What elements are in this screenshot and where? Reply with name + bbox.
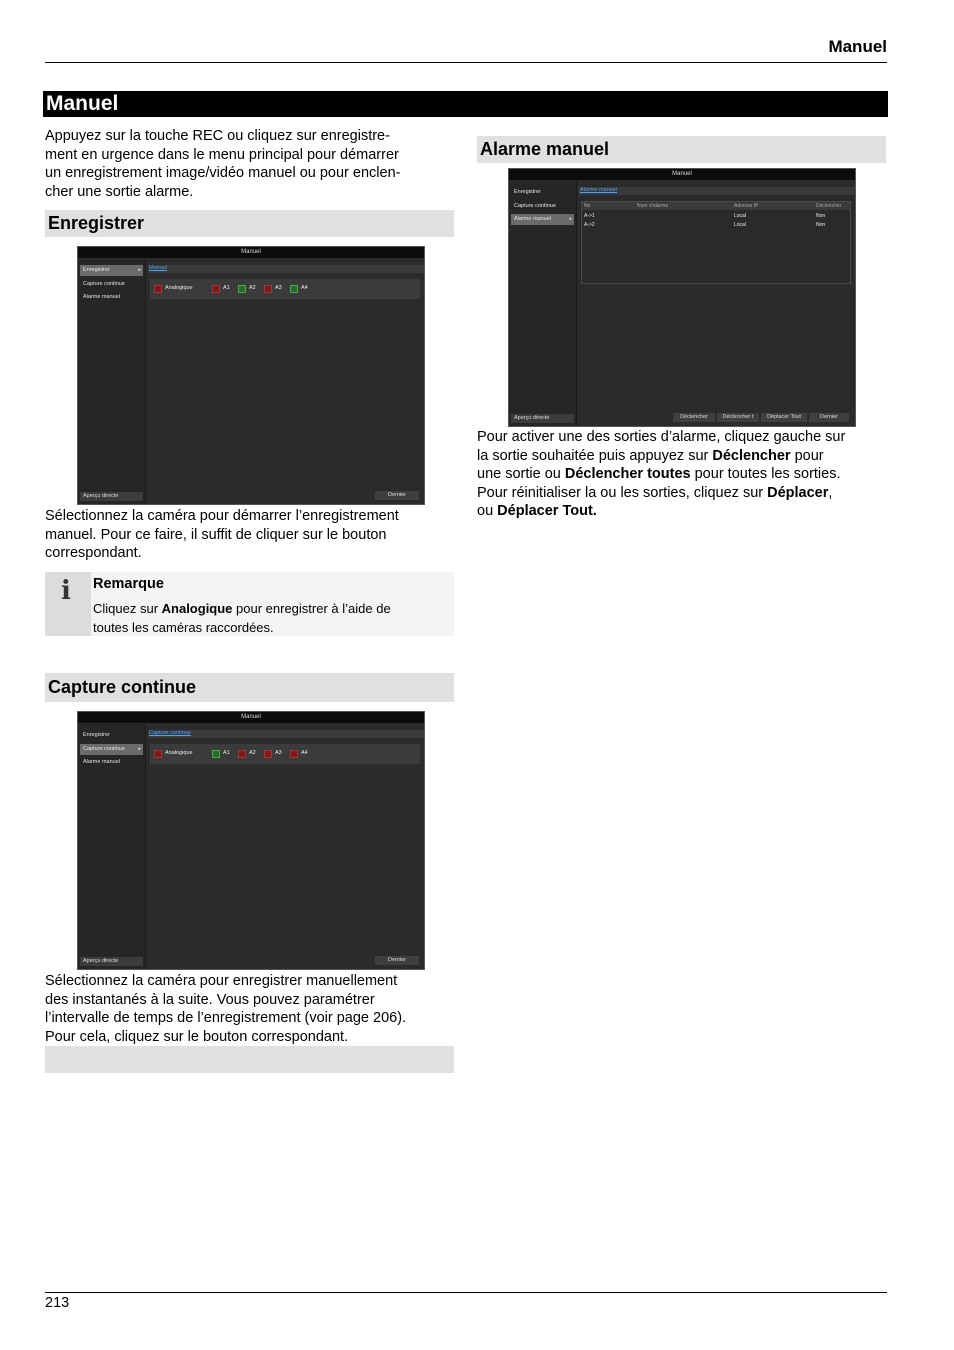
alarm-cell: A->1: [584, 213, 595, 219]
running-header-title: Manuel: [828, 37, 887, 56]
alarme-line: Pour activer une des sorties d’alarme, cliquez gauche sur: [477, 429, 846, 445]
camera-label-a4: A4: [301, 750, 308, 756]
dvr-window-title: Manuel: [509, 169, 855, 180]
dvr-preview-button[interactable]: Aperçu directe: [511, 414, 574, 423]
checkbox-analogique[interactable]: [154, 285, 162, 293]
camera-label-analogique: Analogique: [165, 750, 193, 756]
dvr-menu-item-enregistrer[interactable]: Enregistrer: [83, 732, 110, 738]
dvr-menu-item-capture[interactable]: Capture continue: [514, 203, 556, 209]
alarme-emphasis: Déclencher: [712, 447, 791, 464]
alarm-cell: Local: [734, 213, 746, 219]
dvr-back-button[interactable]: Dernier: [375, 491, 419, 500]
dvr-menu-item-alarme[interactable]: Alarme manuel: [83, 294, 120, 300]
dvr-tab[interactable]: Manuel: [149, 265, 168, 271]
column-header-trigger: Déclencher: [816, 203, 842, 209]
trigger-all-button[interactable]: Déclencher t: [717, 413, 759, 422]
dvr-camera-row: [150, 279, 420, 299]
capture-line: Pour cela, cliquez sur le bouton correspondant.: [45, 1028, 349, 1045]
section-title-enregistrer: Enregistrer: [45, 210, 454, 237]
camera-label-a3: A3: [275, 750, 282, 756]
dvr-screenshot-capture: [77, 711, 425, 970]
alarme-text: la sortie souhaitée puis appuyez sur: [477, 447, 713, 464]
alarm-cell: Local: [734, 222, 746, 228]
dvr-tab-strip: [579, 187, 855, 195]
camera-label-a2: A2: [249, 285, 256, 291]
checkbox-a2[interactable]: [238, 285, 246, 293]
dvr-tab[interactable]: Capture continue: [149, 730, 191, 736]
alarme-emphasis: Déplacer Tout.: [497, 503, 597, 519]
capture-line: des instantanés à la suite. Vous pouvez paramétrer: [45, 991, 375, 1008]
column-header-no: No: [584, 203, 591, 209]
capture-paragraph: [45, 972, 406, 1046]
dvr-preview-button[interactable]: Aperçu directe: [80, 957, 143, 966]
alarme-text: ,: [828, 484, 833, 501]
dvr-menu-item-capture[interactable]: Capture continue: [83, 281, 125, 287]
checkbox-a3[interactable]: [264, 285, 272, 293]
note-title: Remarque: [93, 576, 164, 592]
dvr-menu-item-enregistrer[interactable]: Enregistrer: [514, 189, 541, 195]
dvr-screenshot-enregistrer: [77, 246, 425, 505]
enregistrer-paragraph: [45, 507, 399, 563]
note-text: toutes les caméras raccordées.: [93, 619, 274, 635]
alarm-table-header: [582, 202, 850, 210]
empty-section-bar: [45, 1046, 454, 1073]
alarme-text: pour: [790, 447, 824, 464]
capture-line: l’intervalle de temps de l’enregistrement (voir page 206).: [45, 1010, 407, 1026]
checkbox-a4[interactable]: [290, 285, 298, 293]
camera-label-a2: A2: [249, 750, 256, 756]
alarm-cell: Non: [816, 222, 826, 228]
dvr-camera-row: [150, 744, 420, 764]
intro-line: Appuyez sur la touche REC ou cliquez sur enregistre-: [45, 128, 390, 144]
enregistrer-line: Sélectionnez la caméra pour démarrer l’enregistrement: [45, 508, 399, 524]
dvr-menu-item-alarme[interactable]: Alarme manuel: [83, 759, 120, 765]
dvr-preview-button[interactable]: Aperçu directe: [80, 492, 143, 501]
camera-label-a1: A1: [223, 750, 230, 756]
intro-line: ment en urgence dans le menu principal pour démarrer: [45, 146, 399, 163]
checkbox-a2[interactable]: [238, 750, 246, 758]
dvr-tab-strip: [148, 265, 424, 273]
dvr-sidebar: [509, 181, 577, 426]
dvr-back-button[interactable]: Dernier: [809, 413, 849, 422]
enregistrer-line: manuel. Pour ce faire, il suffit de cliquer sur le bouton: [45, 526, 387, 543]
page-number: 213: [45, 1295, 70, 1311]
note-icon-column: [45, 572, 91, 636]
dvr-window-title: Manuel: [78, 247, 424, 258]
dvr-screenshot-alarme: [508, 168, 856, 427]
note-text: pour enregistrer à l’aide de: [232, 601, 391, 616]
info-icon: i: [61, 576, 71, 606]
dvr-back-button[interactable]: Dernier: [375, 956, 419, 965]
checkbox-analogique[interactable]: [154, 750, 162, 758]
checkbox-a1[interactable]: [212, 750, 220, 758]
dvr-menu-item-capture[interactable]: Capture continue ▸: [80, 744, 143, 755]
table-row[interactable]: [582, 212, 850, 221]
dvr-tab[interactable]: Alarme manuel: [580, 187, 617, 193]
dvr-window-title: Manuel: [78, 712, 424, 723]
table-row[interactable]: [582, 221, 850, 230]
column-header-ip: Adresse IP: [734, 203, 759, 209]
alarm-cell: A->2: [584, 222, 595, 228]
note-text: Cliquez sur: [93, 601, 162, 616]
intro-paragraph: [45, 127, 400, 201]
main-section-title: Manuel: [43, 91, 888, 117]
footer-rule: [45, 1292, 887, 1293]
alarm-table: [581, 201, 851, 284]
section-title-alarme: Alarme manuel: [477, 136, 886, 163]
alarme-text: Pour réinitialiser la ou les sorties, cliquez sur: [477, 484, 768, 501]
alarme-text: une sortie ou: [477, 466, 565, 482]
camera-label-a1: A1: [223, 285, 230, 291]
checkbox-a3[interactable]: [264, 750, 272, 758]
alarme-text: ou: [477, 503, 498, 519]
note-box: [45, 572, 454, 636]
camera-label-a4: A4: [301, 285, 308, 291]
alarme-emphasis: Déclencher toutes: [564, 466, 691, 482]
trigger-button[interactable]: Déclencher: [673, 413, 715, 422]
intro-line: cher une sortie alarme.: [45, 183, 194, 200]
dvr-menu-item-enregistrer[interactable]: Enregistrer ▸: [80, 265, 143, 276]
dvr-sidebar: [78, 724, 146, 969]
header-rule: [45, 62, 887, 63]
dvr-sidebar: [78, 259, 146, 504]
dvr-menu-item-alarme[interactable]: Alarme manuel ▸: [511, 214, 574, 225]
intro-line: un enregistrement image/vidéo manuel ou pour enclen-: [45, 165, 401, 181]
checkbox-a1[interactable]: [212, 285, 220, 293]
section-title-capture: Capture continue: [45, 673, 454, 702]
enregistrer-line: correspondant.: [45, 545, 142, 561]
camera-label-a3: A3: [275, 285, 282, 291]
note-emphasis: Analogique: [161, 601, 233, 616]
checkbox-a4[interactable]: [290, 750, 298, 758]
column-header-name: Nom d’alarme: [637, 203, 669, 209]
clear-all-button[interactable]: Déplacer Tout: [761, 413, 807, 422]
alarme-text: pour toutes les sorties.: [690, 466, 841, 482]
capture-line: Sélectionnez la caméra pour enregistrer manuellement: [45, 973, 398, 989]
alarme-emphasis: Déplacer: [767, 484, 829, 501]
camera-label-analogique: Analogique: [165, 285, 193, 291]
alarme-paragraph: [477, 428, 845, 521]
alarm-cell: Non: [816, 213, 826, 219]
note-body: [93, 600, 391, 637]
